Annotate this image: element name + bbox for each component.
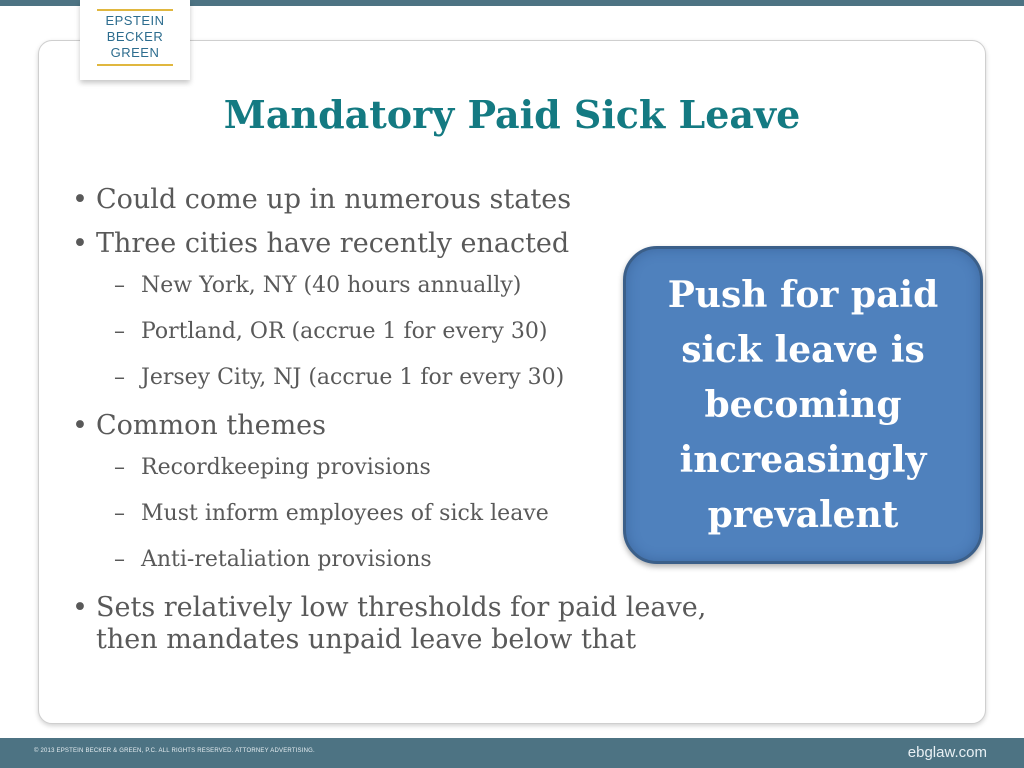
sub-bullet-text: Jersey City, NJ (accrue 1 for every 30): [141, 365, 565, 390]
bullet-text: Common themes: [96, 410, 327, 441]
copyright-notice: © 2013 EPSTEIN BECKER & GREEN, P.C. ALL RIGHTS RESERVED. ATTORNEY ADVERTISING.: [34, 748, 315, 754]
logo-line-2: BECKER: [106, 29, 164, 44]
slide-title: Mandatory Paid Sick Leave: [223, 92, 801, 137]
logo-rule-top: [97, 9, 173, 11]
website-url: ebglaw.com: [907, 744, 987, 761]
bullet-text: Three cities have recently enacted: [96, 228, 570, 259]
bullet-marker: •: [72, 228, 88, 259]
logo-line-1: EPSTEIN: [105, 13, 165, 28]
sub-bullet-marker: –: [114, 501, 125, 526]
logo-rule-bottom: [97, 64, 173, 66]
sub-bullet-text: Portland, OR (accrue 1 for every 30): [141, 319, 548, 344]
bullet-marker: •: [72, 410, 88, 441]
bullet-marker: •: [72, 184, 88, 215]
sub-bullet-marker: –: [114, 273, 125, 298]
callout-box: [623, 246, 983, 564]
footer-bar: [0, 738, 1024, 768]
company-logo: [80, 0, 190, 80]
sub-bullet-marker: –: [114, 365, 125, 390]
bullet-marker: •: [72, 592, 88, 623]
logo-wordmark: [80, 13, 190, 61]
sub-bullet-text: Anti-retaliation provisions: [141, 547, 432, 572]
bullet-text: Sets relatively low thresholds for paid leave, then mandates unpaid leave below that: [96, 592, 707, 655]
sub-bullet-text: Recordkeeping provisions: [141, 455, 431, 480]
sub-bullet-marker: –: [114, 455, 125, 480]
bullet-text: Could come up in numerous states: [96, 184, 572, 215]
sub-bullet-marker: –: [114, 319, 125, 344]
callout-text: Push for paid sick leave is becoming increasingly prevalent: [667, 273, 939, 536]
logo-line-3: GREEN: [110, 45, 160, 60]
sub-bullet-marker: –: [114, 547, 125, 572]
bullet-item: [70, 184, 760, 216]
bullet-item: [70, 592, 760, 656]
sub-bullet-text: New York, NY (40 hours annually): [141, 273, 522, 298]
sub-bullet-text: Must inform employees of sick leave: [141, 501, 549, 526]
